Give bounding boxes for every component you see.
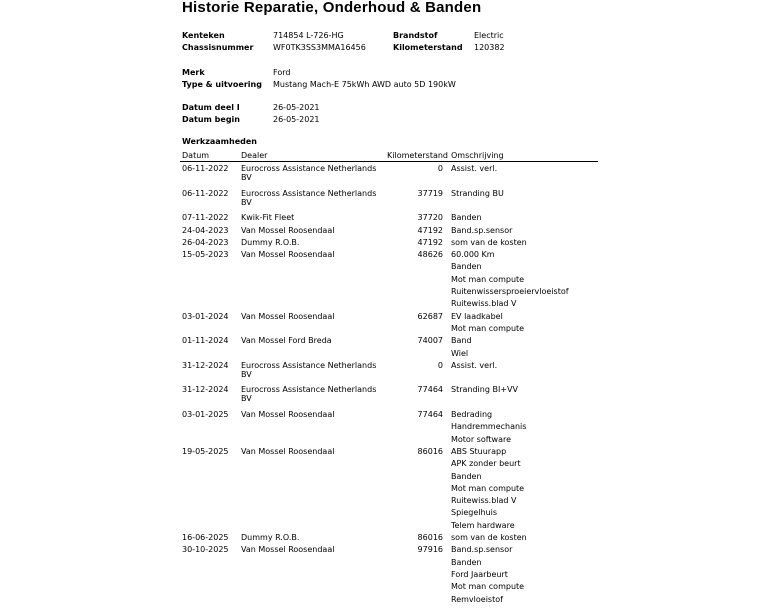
row-omschrijving-item: Ruitewiss.blad V xyxy=(451,496,517,506)
row-dealer: Van Mossel Roosendaal xyxy=(241,545,335,555)
row-kilometerstand: 86016 xyxy=(417,533,443,542)
row-omschrijving-item: Ford Jaarbeurt xyxy=(451,569,508,579)
row-omschrijving-item: Band.sp.sensor xyxy=(451,225,513,235)
row-omschrijving-item: Wiel xyxy=(451,348,469,358)
row-omschrijving-item: Telem hardware xyxy=(451,520,515,530)
row-omschrijving-item: Mot man compute xyxy=(451,274,525,284)
row-datum: 31-12-2024 xyxy=(182,360,229,370)
row-dealer: Eurocross Assistance Netherlands BV xyxy=(241,164,377,182)
chassis-value: WF0TK3SS3MMA16456 xyxy=(273,43,366,52)
row-datum: 03-01-2025 xyxy=(182,410,229,419)
row-kilometerstand: 48626 xyxy=(417,250,443,260)
row-kilometerstand: 62687 xyxy=(417,311,443,321)
row-datum: 16-06-2025 xyxy=(182,533,229,542)
row-datum: 06-11-2022 xyxy=(182,188,229,198)
row-omschrijving-item: som van de kosten xyxy=(451,533,527,542)
row-datum: 03-01-2024 xyxy=(182,311,229,321)
row-omschrijving-item: Banden xyxy=(451,471,482,481)
merk-value: Ford xyxy=(273,68,291,77)
row-dealer: Van Mossel Roosendaal xyxy=(241,311,335,321)
brandstof-label: Brandstof xyxy=(393,31,438,40)
row-kilometerstand: 86016 xyxy=(417,446,443,456)
header-omschrijving: Omschrijving xyxy=(451,151,504,160)
row-omschrijving-item: Mot man compute xyxy=(451,483,525,493)
page-title: Historie Reparatie, Onderhoud & Banden xyxy=(182,0,482,16)
kenteken-label: Kenteken xyxy=(182,31,225,40)
row-dealer: Kwik-Fit Fleet xyxy=(241,213,295,223)
row-omschrijving-item: Banden xyxy=(451,557,482,567)
row-datum: 15-05-2023 xyxy=(182,250,229,260)
type-value: Mustang Mach-E 75kWh AWD auto 5D 190kW xyxy=(273,80,456,89)
datum-deel1-value: 26-05-2021 xyxy=(273,103,320,112)
type-label: Type & uitvoering xyxy=(182,80,262,89)
row-datum: 31-12-2024 xyxy=(182,385,229,395)
row-omschrijving-item: Assist. verl. xyxy=(451,360,498,370)
row-omschrijving-item: Band xyxy=(451,336,472,346)
row-omschrijving-item: Mot man compute xyxy=(451,323,525,333)
row-omschrijving-item: Motor software xyxy=(451,434,512,444)
row-omschrijving-item: Stranding BI+VV xyxy=(451,385,518,395)
row-dealer: Eurocross Assistance Netherlands BV xyxy=(241,188,377,207)
row-kilometerstand: 97916 xyxy=(417,545,443,555)
row-datum: 19-05-2025 xyxy=(182,446,229,456)
row-omschrijving-item: Ruitenwissersproeiervloeistof xyxy=(451,287,569,296)
datum-begin-value: 26-05-2021 xyxy=(273,115,320,124)
row-dealer: Dummy R.O.B. xyxy=(241,533,300,542)
row-dealer: Dummy R.O.B. xyxy=(241,237,300,247)
kilometerstand-label: Kilometerstand xyxy=(393,43,463,52)
row-dealer: Van Mossel Ford Breda xyxy=(241,336,332,346)
row-omschrijving-item: Band.sp.sensor xyxy=(451,545,513,555)
row-omschrijving-item: Remvloeistof xyxy=(451,594,503,604)
row-datum: 24-04-2023 xyxy=(182,225,229,235)
row-omschrijving-item: som van de kosten xyxy=(451,237,527,247)
row-kilometerstand: 47192 xyxy=(417,237,443,247)
row-datum: 07-11-2022 xyxy=(182,213,229,223)
row-omschrijving-item: Handremmechanis xyxy=(451,422,527,432)
row-omschrijving-item: Ruitewiss.blad V xyxy=(451,299,517,309)
row-kilometerstand: 47192 xyxy=(417,225,443,235)
row-dealer: Van Mossel Roosendaal xyxy=(241,225,335,235)
row-dealer: Van Mossel Roosendaal xyxy=(241,446,335,456)
kilometerstand-value: 120382 xyxy=(474,43,505,52)
chassis-label: Chassisnummer xyxy=(182,43,254,52)
header-kilometerstand: Kilometerstand xyxy=(387,151,449,160)
header-divider xyxy=(180,161,598,162)
row-omschrijving-item: Bedrading xyxy=(451,410,493,419)
row-datum: 30-10-2025 xyxy=(182,545,229,555)
header-datum: Datum xyxy=(182,151,210,160)
row-omschrijving-item: Assist. verl. xyxy=(451,164,498,173)
kenteken-value: 714854 L-726-HG xyxy=(273,31,344,40)
row-kilometerstand: 0 xyxy=(437,164,443,173)
row-kilometerstand: 74007 xyxy=(417,336,443,346)
row-datum: 26-04-2023 xyxy=(182,237,229,247)
row-dealer: Eurocross Assistance Netherlands BV xyxy=(241,385,377,404)
row-omschrijving-item: Banden xyxy=(451,262,482,272)
row-omschrijving-item: Stranding BU xyxy=(451,188,504,198)
row-datum: 06-11-2022 xyxy=(182,164,229,173)
row-omschrijving-item: Banden xyxy=(451,213,482,223)
row-dealer: Van Mossel Roosendaal xyxy=(241,250,335,260)
row-datum: 01-11-2024 xyxy=(182,336,229,346)
brandstof-value: Electric xyxy=(474,31,504,40)
row-omschrijving-item: EV laadkabel xyxy=(451,311,503,321)
row-dealer: Van Mossel Roosendaal xyxy=(241,410,335,419)
row-kilometerstand: 77464 xyxy=(417,410,443,419)
werkzaamheden-title: Werkzaamheden xyxy=(182,137,257,146)
row-kilometerstand: 0 xyxy=(437,360,443,370)
merk-label: Merk xyxy=(182,68,205,77)
row-kilometerstand: 37719 xyxy=(417,188,443,198)
row-omschrijving-item: Spiegelhuis xyxy=(451,508,498,518)
row-omschrijving-item: APK zonder beurt xyxy=(451,459,521,469)
datum-begin-label: Datum begin xyxy=(182,115,240,124)
row-omschrijving-item: Mot man compute xyxy=(451,582,525,592)
row-kilometerstand: 77464 xyxy=(417,385,443,395)
row-dealer: Eurocross Assistance Netherlands BV xyxy=(241,360,377,379)
row-kilometerstand: 37720 xyxy=(417,213,443,223)
datum-deel1-label: Datum deel I xyxy=(182,103,240,112)
header-dealer: Dealer xyxy=(241,151,268,160)
row-omschrijving-item: 60.000 Km xyxy=(451,250,495,260)
row-omschrijving-item: ABS Stuurapp xyxy=(451,446,507,456)
